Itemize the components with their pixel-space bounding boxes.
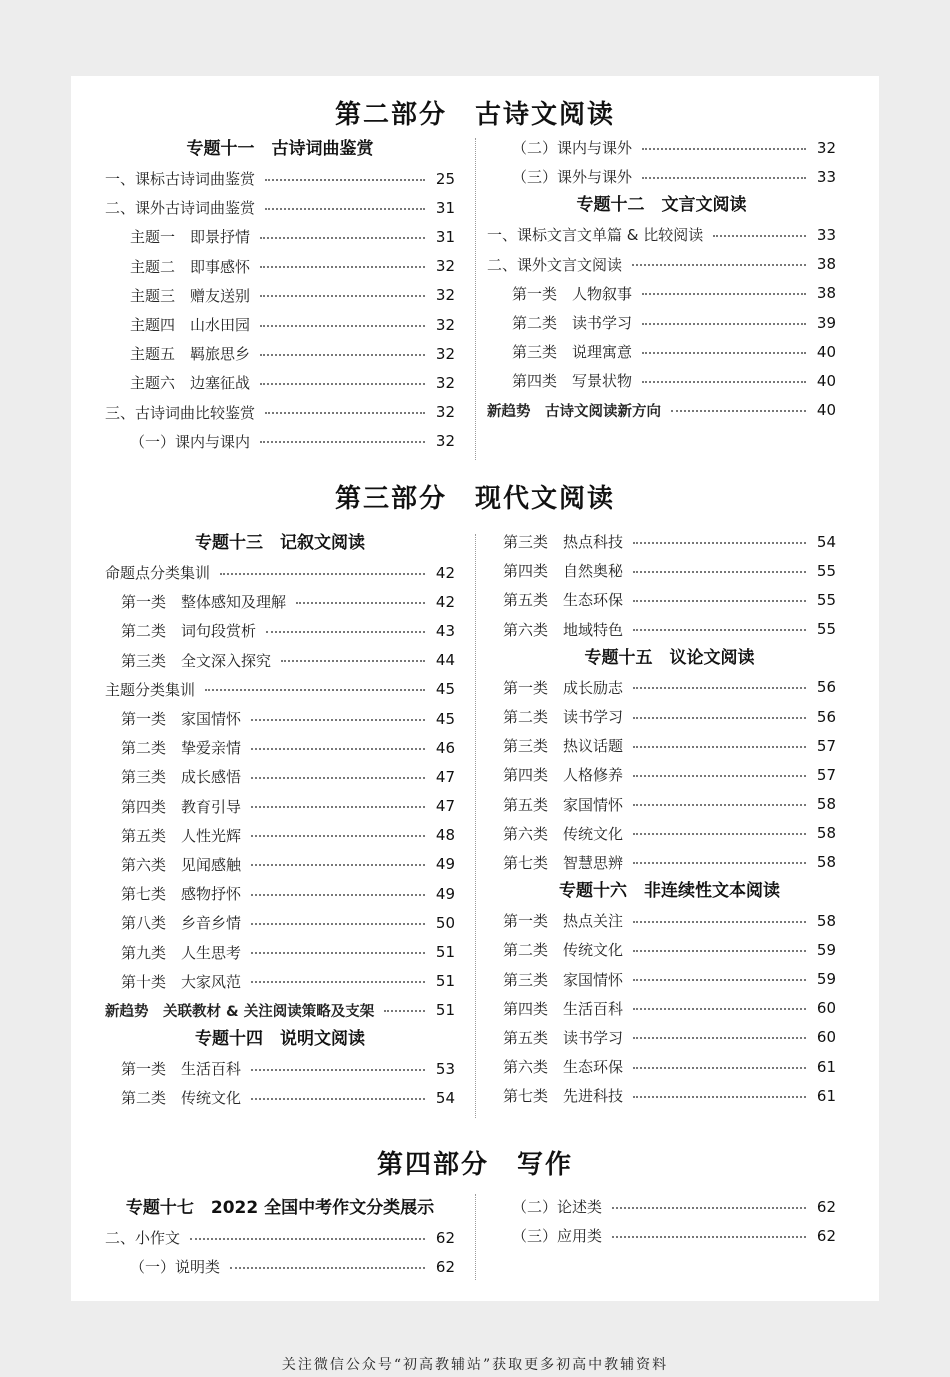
dot-leader [265, 179, 425, 181]
toc-entry[interactable] [503, 906, 836, 935]
toc-entry-page: 62 [435, 1228, 455, 1247]
toc-entry-page: 59 [816, 940, 836, 959]
toc-entry-page: 46 [435, 738, 455, 757]
toc-entry-page: 38 [816, 255, 836, 274]
toc-entry-label: 第三类 成长感悟 [121, 768, 242, 787]
toc-entry-page: 43 [435, 621, 455, 640]
dot-leader [642, 352, 806, 354]
dot-leader [251, 1098, 425, 1100]
dot-leader [633, 950, 806, 952]
dot-leader [633, 921, 806, 923]
dot-leader [251, 894, 425, 896]
toc-entry[interactable] [487, 366, 836, 395]
toc-entry-page: 40 [816, 371, 836, 390]
toc-entry-page: 58 [816, 795, 836, 814]
part2-right-column [487, 133, 836, 425]
dot-leader [220, 573, 425, 575]
dot-leader [260, 383, 425, 385]
toc-entry[interactable] [503, 1052, 836, 1081]
toc-entry-label: 第七类 感物抒怀 [121, 885, 242, 904]
toc-entry[interactable] [503, 527, 836, 556]
toc-entry-page: 49 [435, 884, 455, 903]
toc-entry-page: 32 [816, 138, 836, 157]
toc-entry-page: 58 [816, 911, 836, 930]
toc-entry-label: 第五类 家国情怀 [503, 795, 624, 814]
toc-entry-page: 39 [816, 313, 836, 332]
toc-entry-page: 32 [435, 257, 455, 276]
toc-entry-page: 54 [816, 532, 836, 551]
toc-entry[interactable] [105, 996, 455, 1025]
toc-entry-label: 第三类 热点科技 [503, 533, 624, 552]
dot-leader [642, 323, 806, 325]
toc-entry-page: 32 [435, 344, 455, 363]
column-divider [475, 1194, 476, 1280]
toc-entry-label: 第二类 词句段赏析 [121, 622, 257, 641]
topic-heading: 专题十六 非连续性文本阅读 [559, 881, 780, 902]
toc-entry-page: 57 [816, 736, 836, 755]
toc-entry-label: 第三类 热议话题 [503, 737, 624, 756]
toc-page [71, 76, 879, 1301]
toc-entry-page: 48 [435, 826, 455, 845]
toc-entry[interactable] [105, 193, 455, 222]
toc-entry[interactable] [105, 908, 455, 937]
toc-entry[interactable] [105, 675, 455, 704]
toc-entry[interactable] [105, 368, 455, 397]
part2-left-column [105, 135, 455, 456]
toc-entry-label: 第四类 写景状物 [512, 372, 633, 391]
toc-entry-page: 40 [816, 342, 836, 361]
toc-entry-page: 62 [435, 1257, 455, 1276]
toc-entry-label: 第六类 生态环保 [503, 1058, 624, 1077]
toc-entry-label: 第二类 读书学习 [503, 708, 624, 727]
toc-entry-label: 第三类 全文深入探究 [121, 651, 272, 670]
dot-leader [633, 1008, 806, 1010]
toc-entry-label: 第四类 人格修养 [503, 766, 624, 785]
toc-entry-label: 第九类 人生思考 [121, 943, 242, 962]
toc-entry[interactable] [105, 310, 455, 339]
toc-entry-page: 31 [435, 227, 455, 246]
toc-entry[interactable] [487, 250, 836, 279]
toc-entry[interactable] [105, 398, 455, 427]
topic-heading: 专题十一 古诗词曲鉴赏 [186, 139, 374, 159]
dot-leader [633, 979, 806, 981]
toc-entry-label: 一、课标古诗词曲鉴赏 [105, 170, 256, 189]
toc-entry-label: 第五类 人性光辉 [121, 826, 242, 845]
toc-entry-page: 51 [435, 1001, 455, 1020]
toc-entry[interactable] [105, 587, 455, 616]
toc-entry-label: 第五类 读书学习 [503, 1028, 624, 1047]
toc-entry-page: 56 [816, 707, 836, 726]
toc-entry-label: 第四类 生活百科 [503, 999, 624, 1018]
toc-entry[interactable] [105, 558, 455, 587]
dot-leader [633, 717, 806, 719]
dot-leader [260, 266, 425, 268]
toc-entry[interactable] [487, 308, 836, 337]
toc-entry[interactable] [105, 1223, 455, 1252]
toc-entry[interactable] [105, 616, 455, 645]
toc-entry-page: 32 [435, 373, 455, 392]
toc-entry[interactable] [503, 819, 836, 848]
toc-entry-label: 第二类 传统文化 [121, 1089, 242, 1108]
dot-leader [251, 806, 425, 808]
dot-leader [713, 235, 806, 237]
topic-heading: 专题十五 议论文阅读 [584, 647, 755, 668]
dot-leader [251, 748, 425, 750]
toc-entry-label: 第二类 传统文化 [503, 941, 624, 960]
toc-entry-page: 55 [816, 620, 836, 639]
dot-leader [642, 148, 806, 150]
toc-entry-label: 命题点分类集训 [105, 564, 211, 583]
toc-entry[interactable] [487, 220, 836, 249]
toc-entry-page: 31 [435, 198, 455, 217]
toc-entry-label: 第一类 整体感知及理解 [121, 593, 287, 612]
dot-leader [296, 602, 425, 604]
toc-entry-page: 55 [816, 561, 836, 580]
toc-entry[interactable] [503, 556, 836, 585]
dot-leader [642, 293, 806, 295]
toc-entry-label: 第七类 先进科技 [503, 1087, 624, 1106]
toc-entry-page: 59 [816, 970, 836, 989]
toc-entry-label: 主题一 即景抒情 [130, 228, 251, 247]
toc-entry-label: （三）课外与课外 [512, 168, 633, 187]
toc-entry[interactable] [487, 1192, 836, 1221]
dot-leader [633, 571, 806, 573]
toc-entry[interactable] [105, 222, 455, 251]
part4-right-column [487, 1192, 836, 1250]
toc-entry-label: 第四类 自然奥秘 [503, 562, 624, 581]
toc-entry-label: 主题四 山水田园 [130, 316, 251, 335]
toc-entry[interactable] [503, 615, 836, 644]
toc-entry[interactable] [105, 850, 455, 879]
dot-leader [260, 295, 425, 297]
toc-entry-page: 57 [816, 765, 836, 784]
toc-entry-label: 第六类 见闻感触 [121, 855, 242, 874]
toc-entry-page: 47 [435, 767, 455, 786]
toc-entry-label: （一）课内与课内 [130, 432, 251, 451]
toc-entry-page: 62 [816, 1197, 836, 1216]
toc-entry[interactable] [503, 964, 836, 993]
dot-leader [633, 1096, 806, 1098]
toc-entry[interactable] [503, 848, 836, 877]
toc-entry-label: 主题五 羁旅思乡 [130, 345, 251, 364]
toc-entry-label: 第二类 读书学习 [512, 314, 633, 333]
toc-entry-page: 55 [816, 590, 836, 609]
part4-title: 第四部分 写作 [376, 1150, 573, 1180]
toc-entry-page: 56 [816, 678, 836, 697]
dot-leader [633, 1037, 806, 1039]
toc-entry-page: 61 [816, 1057, 836, 1076]
toc-entry[interactable] [105, 646, 455, 675]
toc-entry-label: 第二类 挚爱亲情 [121, 739, 242, 758]
toc-entry-label: 主题六 边塞征战 [130, 374, 251, 393]
toc-entry[interactable] [487, 162, 836, 191]
toc-entry-label: 新趋势 古诗文阅读新方向 [487, 403, 661, 420]
toc-entry[interactable] [503, 702, 836, 731]
toc-entry-page: 32 [435, 403, 455, 422]
dot-leader [642, 381, 806, 383]
dot-leader [190, 1238, 425, 1240]
toc-entry-label: 第三类 家国情怀 [503, 970, 624, 989]
toc-entry[interactable] [503, 673, 836, 702]
toc-entry-label: 第一类 人物叙事 [512, 284, 633, 303]
toc-entry[interactable] [503, 994, 836, 1023]
toc-entry[interactable] [105, 1252, 455, 1281]
toc-entry-page: 60 [816, 1028, 836, 1047]
dot-leader [260, 237, 425, 239]
toc-entry-page: 25 [435, 169, 455, 188]
dot-leader [671, 410, 806, 412]
toc-entry-page: 32 [435, 286, 455, 305]
toc-entry-page: 32 [435, 315, 455, 334]
toc-entry-page: 38 [816, 284, 836, 303]
toc-entry-label: 第五类 生态环保 [503, 591, 624, 610]
dot-leader [230, 1267, 425, 1269]
dot-leader [260, 325, 425, 327]
toc-entry-page: 51 [435, 943, 455, 962]
toc-entry-page: 51 [435, 972, 455, 991]
toc-entry-label: 第一类 生活百科 [121, 1060, 242, 1079]
toc-entry-page: 42 [435, 563, 455, 582]
dot-leader [265, 412, 425, 414]
toc-entry-label: 主题分类集训 [105, 680, 196, 699]
toc-entry[interactable] [105, 339, 455, 368]
toc-entry-page: 50 [435, 913, 455, 932]
toc-entry[interactable] [105, 1083, 455, 1112]
toc-entry-label: 二、课外文言文阅读 [487, 255, 623, 274]
toc-entry-page: 61 [816, 1086, 836, 1105]
toc-entry-page: 53 [435, 1059, 455, 1078]
toc-entry[interactable] [487, 133, 836, 162]
toc-entry-label: 第六类 地域特色 [503, 620, 624, 639]
dot-leader [281, 660, 425, 662]
toc-entry[interactable] [105, 879, 455, 908]
part3-left-column [105, 529, 455, 1112]
toc-entry-label: 二、课外古诗词曲鉴赏 [105, 199, 256, 218]
dot-leader [633, 1067, 806, 1069]
toc-entry-page: 49 [435, 855, 455, 874]
toc-entry[interactable] [105, 252, 455, 281]
dot-leader [612, 1207, 806, 1209]
dot-leader [266, 631, 425, 633]
toc-entry-page: 44 [435, 651, 455, 670]
toc-entry[interactable] [487, 396, 836, 425]
dot-leader [205, 689, 425, 691]
toc-entry[interactable] [105, 704, 455, 733]
toc-entry[interactable] [503, 1081, 836, 1110]
toc-entry[interactable] [105, 821, 455, 850]
toc-entry[interactable] [487, 337, 836, 366]
toc-entry-page: 32 [435, 432, 455, 451]
dot-leader [251, 1069, 425, 1071]
toc-entry-page: 60 [816, 999, 836, 1018]
part4-left-column [105, 1194, 455, 1281]
toc-entry-label: 第一类 家国情怀 [121, 710, 242, 729]
dot-leader [251, 719, 425, 721]
toc-entry-page: 42 [435, 592, 455, 611]
toc-entry-label: 一、课标文言文单篇 & 比较阅读 [487, 226, 704, 245]
toc-entry-label: 第四类 教育引导 [121, 797, 242, 816]
dot-leader [633, 542, 806, 544]
toc-entry[interactable] [503, 1023, 836, 1052]
toc-entry-label: 第一类 热点关注 [503, 912, 624, 931]
dot-leader [251, 981, 425, 983]
topic-heading: 专题十七 2022 全国中考作文分类展示 [125, 1198, 435, 1218]
toc-entry-label: 第八类 乡音乡情 [121, 914, 242, 933]
toc-entry-page: 33 [816, 167, 836, 186]
toc-entry-label: 第十类 大家风范 [121, 972, 242, 991]
toc-entry-page: 54 [435, 1088, 455, 1107]
toc-entry-page: 58 [816, 853, 836, 872]
footer-note: 关注微信公众号“初高教辅站”获取更多初高中教辅资料 [281, 1357, 669, 1373]
part3-title: 第三部分 现代文阅读 [334, 484, 615, 514]
toc-entry-label: （一）说明类 [130, 1258, 221, 1277]
dot-leader [642, 177, 806, 179]
dot-leader [633, 833, 806, 835]
toc-entry[interactable] [105, 164, 455, 193]
toc-entry[interactable] [105, 762, 455, 791]
topic-heading: 专题十三 记叙文阅读 [195, 533, 365, 553]
toc-entry[interactable] [503, 585, 836, 614]
toc-entry-label: （三）应用类 [512, 1227, 603, 1246]
dot-leader [633, 775, 806, 777]
toc-entry-page: 62 [816, 1226, 836, 1245]
dot-leader [251, 864, 425, 866]
toc-entry-label: 新趋势 关联教材 & 关注阅读策略及支架 [105, 1003, 375, 1020]
toc-entry[interactable] [105, 937, 455, 966]
toc-entry[interactable] [503, 731, 836, 760]
toc-entry-page: 45 [435, 680, 455, 699]
toc-entry-label: 第七类 智慧思辨 [503, 853, 624, 872]
toc-entry-label: 二、小作文 [105, 1229, 181, 1248]
toc-entry-label: 第六类 传统文化 [503, 824, 624, 843]
dot-leader [251, 835, 425, 837]
toc-entry[interactable] [503, 790, 836, 819]
topic-heading: 专题十四 说明文阅读 [195, 1029, 365, 1049]
toc-entry-label: 主题二 即事感怀 [130, 257, 251, 276]
dot-leader [251, 923, 425, 925]
toc-entry[interactable] [503, 935, 836, 964]
part3-right-column [503, 527, 836, 1110]
toc-entry[interactable] [105, 792, 455, 821]
toc-entry-label: 三、古诗词曲比较鉴赏 [105, 403, 256, 422]
dot-leader [633, 687, 806, 689]
dot-leader [251, 952, 425, 954]
toc-entry[interactable] [105, 1054, 455, 1083]
dot-leader [260, 441, 425, 443]
toc-entry-page: 40 [816, 401, 836, 420]
column-divider [475, 138, 476, 460]
dot-leader [384, 1010, 425, 1012]
toc-entry-label: （二）课内与课外 [512, 139, 633, 158]
toc-entry-page: 58 [816, 824, 836, 843]
dot-leader [633, 862, 806, 864]
toc-entry[interactable] [503, 760, 836, 789]
toc-entry[interactable] [105, 967, 455, 996]
toc-entry[interactable] [487, 279, 836, 308]
toc-entry-label: 主题三 赠友送别 [130, 286, 251, 305]
topic-heading: 专题十二 文言文阅读 [576, 195, 747, 216]
part2-title: 第二部分 古诗文阅读 [334, 100, 615, 130]
dot-leader [260, 354, 425, 356]
toc-entry[interactable] [105, 427, 455, 456]
dot-leader [633, 746, 806, 748]
toc-entry-page: 47 [435, 797, 455, 816]
toc-entry-page: 45 [435, 709, 455, 728]
toc-entry-label: （二）论述类 [512, 1198, 603, 1217]
dot-leader [265, 208, 425, 210]
dot-leader [633, 600, 806, 602]
toc-entry[interactable] [487, 1221, 836, 1250]
toc-entry[interactable] [105, 733, 455, 762]
dot-leader [633, 629, 806, 631]
toc-entry-page: 33 [816, 225, 836, 244]
dot-leader [251, 777, 425, 779]
toc-entry-label: 第三类 说理寓意 [512, 343, 633, 362]
toc-entry[interactable] [105, 281, 455, 310]
dot-leader [632, 264, 806, 266]
dot-leader [633, 804, 806, 806]
toc-entry-label: 第一类 成长励志 [503, 678, 624, 697]
dot-leader [612, 1236, 806, 1238]
column-divider [475, 534, 476, 1118]
